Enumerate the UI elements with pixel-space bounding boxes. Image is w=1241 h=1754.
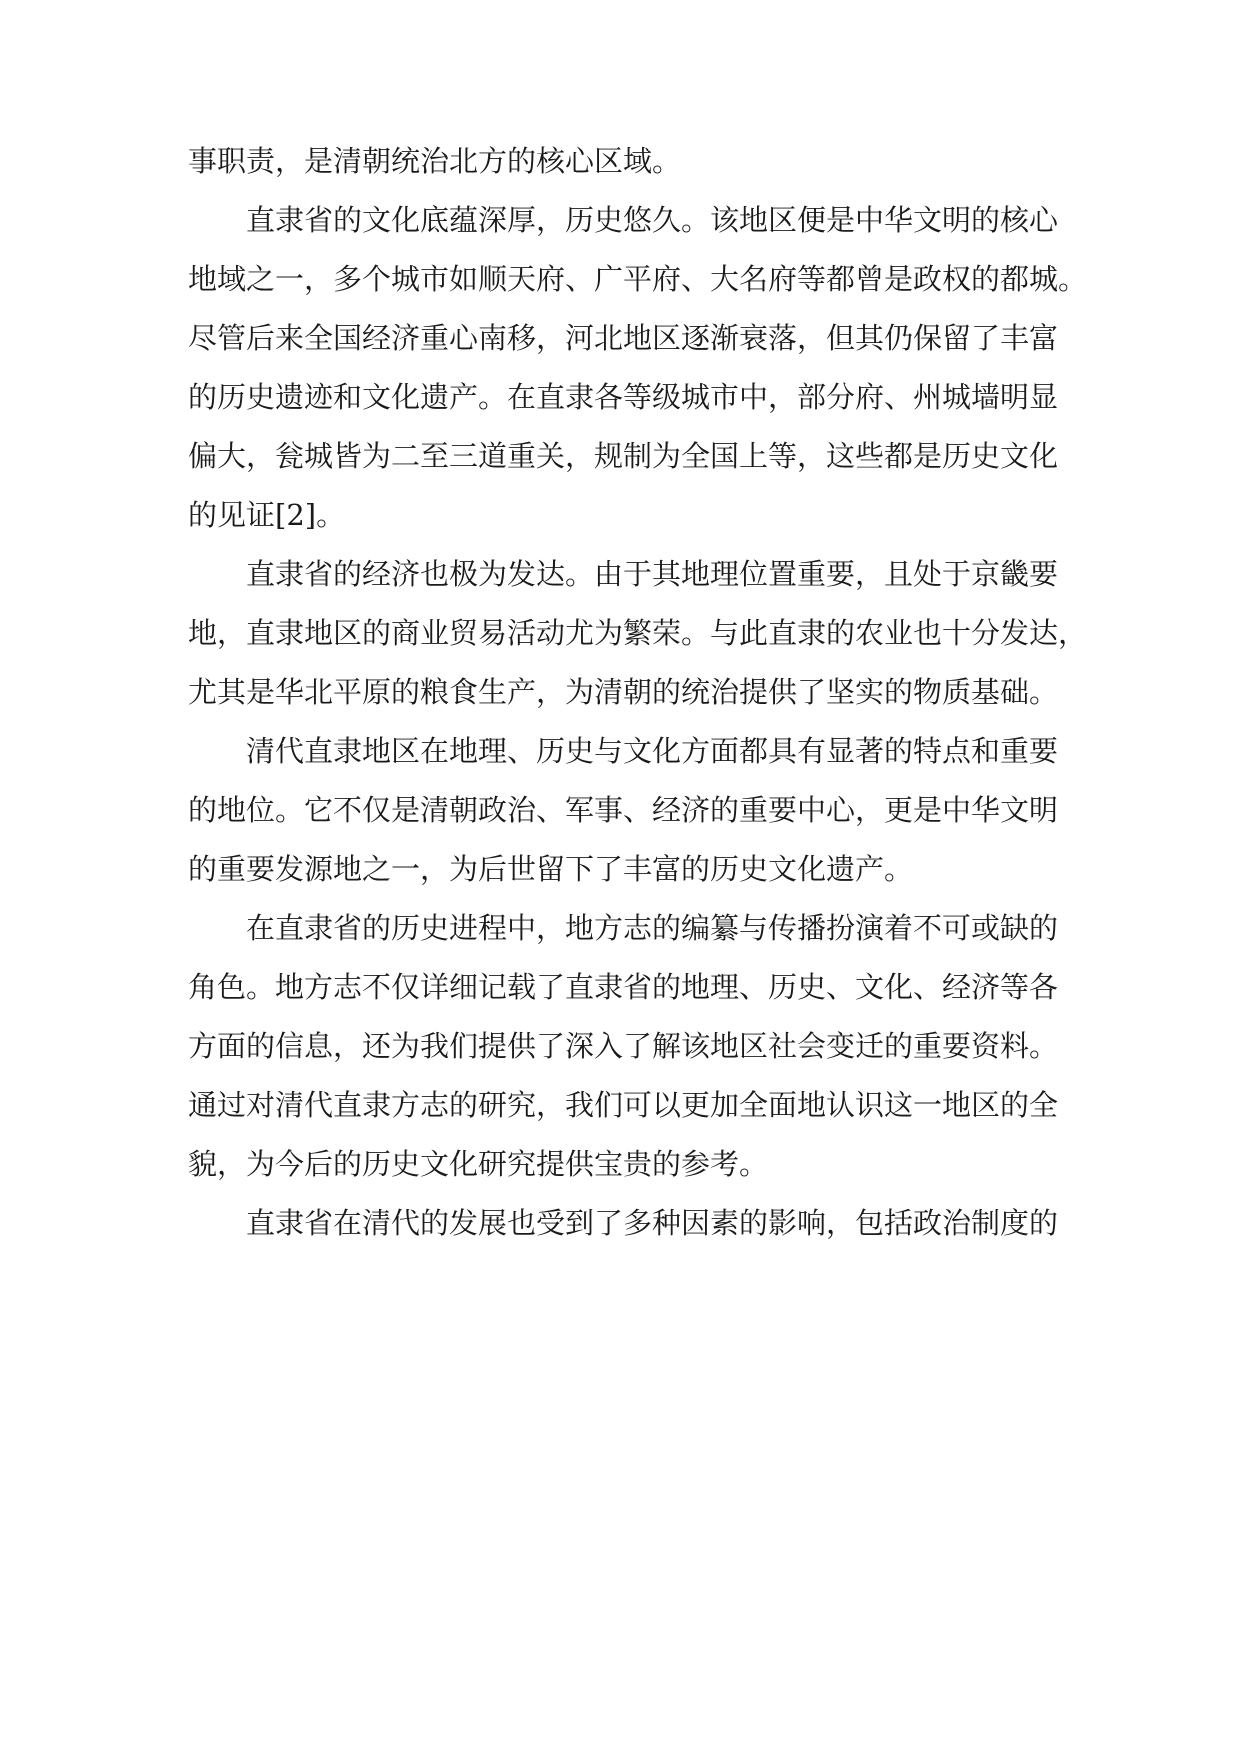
text-line: 偏大，瓮城皆为二至三道重关，规制为全国上等，这些都是历史文化: [188, 439, 1059, 473]
text-line: 角色。地方志不仅详细记载了直隶省的地理、历史、文化、经济等各: [188, 970, 1059, 1004]
text-line: 尤其是华北平原的粮食生产，为清朝的统治提供了坚实的物质基础。: [188, 675, 1059, 709]
text-line: 直隶省的文化底蕴深厚，历史悠久。该地区便是中华文明的核心: [246, 203, 1059, 237]
text-line: 的重要发源地之一，为后世留下了丰富的历史文化遗产。: [188, 852, 914, 886]
paragraph-summary: [188, 722, 1068, 899]
text-line: 的历史遗迹和文化遗产。在直隶各等级城市中，部分府、州城墙明显: [188, 380, 1059, 414]
paragraph-gazetteers: [188, 899, 1068, 1194]
text-line: 通过对清代直隶方志的研究，我们可以更加全面地认识这一地区的全: [188, 1088, 1059, 1122]
text-line: 地域之一，多个城市如顺天府、广平府、大名府等都曾是政权的都城。: [188, 262, 1088, 296]
text-line: 的地位。它不仅是清朝政治、军事、经济的重要中心，更是中华文明: [188, 793, 1059, 827]
text-line: 的见证[2]。: [188, 498, 346, 532]
text-line: 事职责，是清朝统治北方的核心区域。: [188, 144, 682, 178]
text-line: 直隶省的经济也极为发达。由于其地理位置重要，且处于京畿要: [246, 557, 1059, 591]
text-line: 地，直隶地区的商业贸易活动尤为繁荣。与此直隶的农业也十分发达，: [188, 616, 1088, 650]
text-line: 貌，为今后的历史文化研究提供宝贵的参考。: [188, 1147, 769, 1181]
document-body: [188, 132, 1088, 1253]
text-line: 尽管后来全国经济重心南移，河北地区逐渐衰落，但其仍保留了丰富: [188, 321, 1059, 355]
paragraph-continuation: [188, 132, 1068, 191]
paragraph-economy: [188, 545, 1088, 722]
text-line: 清代直隶地区在地理、历史与文化方面都具有显著的特点和重要: [246, 734, 1059, 768]
paragraph-culture: [188, 191, 1088, 545]
paragraph-influences: [188, 1194, 1068, 1253]
text-line: 直隶省在清代的发展也受到了多种因素的影响，包括政治制度的: [246, 1206, 1059, 1240]
text-line: 方面的信息，还为我们提供了深入了解该地区社会变迁的重要资料。: [188, 1029, 1059, 1063]
text-line: 在直隶省的历史进程中，地方志的编纂与传播扮演着不可或缺的: [246, 911, 1059, 945]
